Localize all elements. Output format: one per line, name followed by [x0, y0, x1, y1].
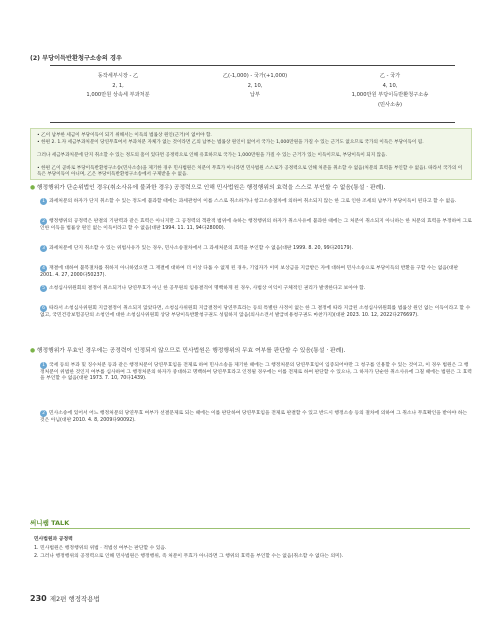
divider [30, 528, 470, 529]
number-badge-icon: 4 [40, 265, 47, 272]
note-line: 그러나 세금부과처분에 단지 취소할 수 있는 정도의 흠이 있다면 공정력으로 인해 유효하므로 국가는 1,000만원을 가질 수 있는 근거가 있는 이득이므로, 부당이득이 되지 않음. [37, 153, 387, 158]
talk-title: 써니쌤 TALK [30, 519, 70, 527]
table-cell: 乙 - 국가 [379, 73, 401, 79]
number-badge-icon: 2 [40, 410, 47, 417]
talk-heading: 민사법원과 공정력 [34, 537, 73, 542]
table-cell: 납부 [249, 92, 261, 98]
list-item: 2 행정행위의 공정력은 판결의 기판력과 같은 효력은 아니지만 그 공정력의 객관적 범위에 속하는 행정행위의 하자가 취소사유에 불과한 때에는 그 처분이 취소되지 아니하는 한 처분의 효력을 부정하여 그로 인한 이득을 법률상 원인 없는 이득이라고 할 수 없음(대판 1994. 11. 11, 94다28000). [40, 219, 472, 231]
page-footer [30, 594, 100, 603]
note-line: • 한편 2. 1.자 세금부과처분이 당연무효여서 부과처분 자체가 없는 것이라면 乙의 납부는 법률상 원인이 없어서 국가는 1,000만원을 가질 수 있는 근거도 없으므로 국가의 이득은 부당이득이 됨. [37, 140, 424, 145]
section-heading: (2) 부당이득반환청구소송의 경우 [30, 55, 122, 62]
bullet-icon: ● [30, 348, 37, 354]
talk-line: 2. 그러나 행정행위의 공정력으로 인해 민사법원은 행정행위, 즉 처분이 무효가 아니라면 그 행위의 효력을 부인할 수는 없음(취소할 수 없다는 의미). [34, 554, 344, 559]
note-line: • 한편 乙이 곧바로 부당이득반환청구소송(민사소송)을 제기한 경우 민사법원은 처분이 무효가 아니라면 민사법원 스스로가 공정력으로 인해 처분을 취소할 수 없음(처분의 효력을 부인할 수 없음). 따라서 국가의 이득은 부당이득이 아니며, 乙은 부당이득반환청구소송에서 구제받을 수 없음. [37, 166, 463, 178]
bullet-icon: ● [30, 185, 37, 191]
list-item: 1 과세처분의 하자가 단지 취소할 수 있는 정도에 불과할 때에는 과세관청이 이를 스스로 취소하거나 항고소송절차에 의하여 취소되지 않는 한 그로 인한 조세의 납부가 부당이득이 된다고 할 수 없음. [40, 198, 472, 206]
list-item: 4 재결에 대하여 불복절차를 취하지 아니하였으면 그 재결에 대하여 더 이상 다툴 수 없게 된 경우, 기업자가 이미 보상금을 지급받은 자에 대하여 민사소송으로 부당이득의 반환을 구할 수는 없음(대판 2001. 4. 27, 2000다50237). [40, 266, 459, 278]
table-cell: 2, 1, [112, 82, 124, 89]
table-cell: 乙(-1,000) - 국가(+1,000) [222, 73, 288, 79]
list-item: 6 따라서 소청심사위원회 지급결정이 취소되지 않았다면, 소청심사위원회 지급결정이 당연무효라는 등의 특별한 사정이 없는 한 그 결정에 따라 지급된 소청심사위원회를 법률상 원인 없는 이득이라고 할 수 없고, 국민건강보험공단의 소청인에 대한 소청심사위원회 상당 부당이득반환청구권도 성립하지 않음(의사소견서 발급비용청구권도 마찬가지)(대판 2023. 10. 12, 2022다276697). [40, 306, 471, 318]
footer-section: 제2편 행정작용법 [49, 595, 100, 603]
bullet-heading: ● 행정행위가 무효인 경우에는 공정력이 인정되지 않으므로 민사법원은 행정행위의 무효 여부를 판단할 수 있음(통설 · 판례). [30, 348, 346, 354]
list-item: 2 민사소송에 있어서 어느 행정처분의 당연무효 여부가 선결문제로 되는 때에는 이를 판단하여 당연무효임을 전제로 판결할 수 있고 반드시 행정소송 등의 절차에 의하여 그 취소나 무효확인을 받아야 하는 것은 아님(대판 2010. 4. 8, 2009다90092). [40, 411, 468, 423]
talk-line: 1. 민사법원은 행정행위의 위법 · 적법성 여부는 판단할 수 있음. [34, 546, 167, 551]
explanation-box [30, 128, 472, 180]
table-cell: (민사소송) [377, 101, 403, 108]
list-item: 5 소청심사위원회의 결정이 취소되거나 당연무효가 아닌 한 공무원의 임용결격이 명백하게 된 경우, 사법상 이익이 구체적인 권리가 발생한다고 보아야 함. [40, 285, 472, 293]
talk-box [30, 530, 470, 572]
table-cell: 1,000만원 상속세 부과처분 [86, 92, 150, 98]
table-col-2 [190, 72, 320, 101]
list-item: 1 국세 등의 부과 및 징수처분 등과 같은 행정처분이 당연무효임을 전제로 하여 민사소송을 제기한 때에는 그 행정처분의 당연무효임이 입증되어야만 그 청구를 인용할 수 있는 것이고, 이 경우 법원은 그 행정처분이 위법한 것인지 여부를 심사하여 그 행정처분의 하자가 중대하고 명백하여 당연무효라고 인정될 경우에는 이를 전제로 하여 판단할 수 있으나, 그 하자가 단순한 취소사유에 그칠 때에는 법원은 그 효력을 부인할 수 없음(대판 1973. 7. 10, 70다1439). [40, 363, 472, 382]
number-badge-icon: 5 [40, 285, 47, 292]
table-cell: 1,000만원 부당이득반환청구소송 [351, 92, 429, 98]
number-badge-icon: 2 [40, 218, 47, 225]
number-badge-icon: 1 [40, 198, 47, 205]
number-badge-icon: 3 [40, 245, 47, 252]
page-number: 230 [30, 594, 47, 603]
table-cell: 2, 10, [247, 82, 263, 89]
note-line: • 乙이 납부한 세금이 부당이득이 되기 위해서는 이득의 법률상 원인(근거)이 없어야 함. [37, 133, 212, 138]
flow-table [50, 65, 455, 123]
table-cell: 4, 10, [382, 82, 398, 89]
number-badge-icon: 6 [40, 305, 47, 312]
bullet-heading: ● 행정행위가 단순위법인 경우(취소사유에 불과한 경우) 공정력으로 인해 민사법원은 행정행위의 효력을 스스로 부인할 수 없음(통설 · 판례). [30, 185, 386, 191]
table-col-1 [58, 72, 178, 101]
table-col-3 [330, 72, 450, 110]
number-badge-icon: 1 [40, 362, 47, 369]
table-cell: 동작세부시장 - 乙 [97, 73, 139, 79]
list-item: 3 과세처분에 단지 취소할 수 있는 위법사유가 있는 경우, 민사소송절차에서 그 과세처분의 효력을 부인할 수 없음(대판 1999. 8. 20, 99다20179). [40, 245, 472, 253]
